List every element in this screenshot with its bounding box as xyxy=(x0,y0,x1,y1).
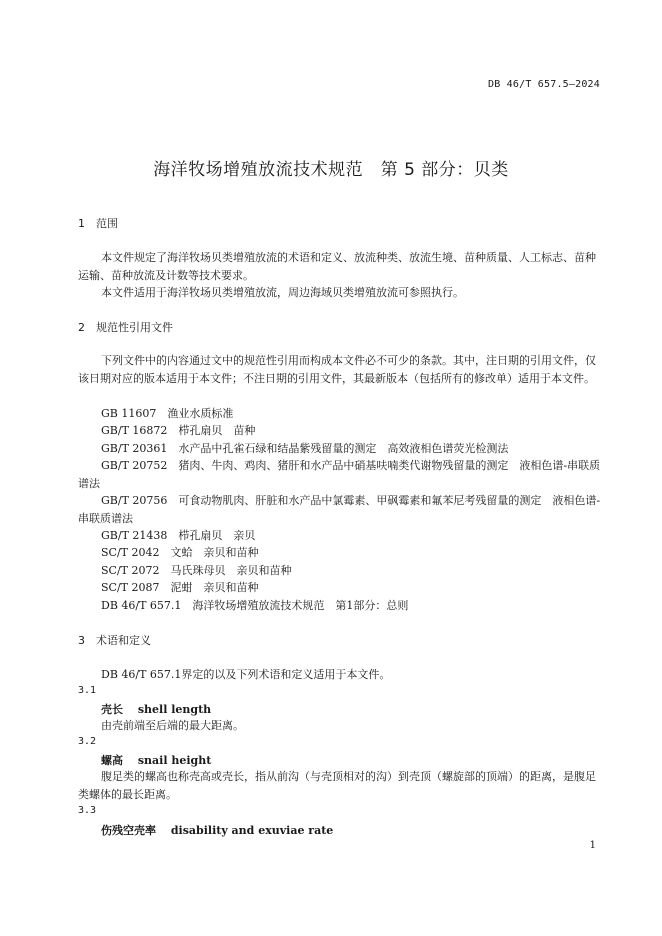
term-definition: 腹足类的螺高也称壳高或壳长，指从前沟（与壳顶相对的沟）到壳顶（螺旋部的顶端）的距离，是腹足类螺体的最长距离。 xyxy=(78,770,596,801)
page-number: 1 xyxy=(589,840,596,851)
term-number: 3.2 xyxy=(78,736,97,747)
term-heading: 螺高 snail height xyxy=(101,754,212,767)
term-heading: 壳长 shell length xyxy=(101,703,212,716)
section-3-heading: 3 术语和定义 xyxy=(78,634,151,647)
normative-reference: GB/T 16872 栉孔扇贝 苗种 xyxy=(101,424,256,437)
normative-reference: GB/T 21438 栉孔扇贝 亲贝 xyxy=(101,529,256,542)
normative-reference: SC/T 2087 泥蚶 亲贝和苗种 xyxy=(101,581,259,594)
section-1-heading: 1 范围 xyxy=(78,217,118,230)
normative-reference: DB 46/T 657.1 海洋牧场增殖放流技术规范 第1部分：总则 xyxy=(101,599,409,612)
term-number: 3.1 xyxy=(78,685,97,696)
section-1-paragraph-2: 本文件适用于海洋牧场贝类增殖放流，周边海域贝类增殖放流可参照执行。 xyxy=(101,286,464,299)
normative-reference: SC/T 2042 文蛤 亲贝和苗种 xyxy=(101,546,259,559)
standard-code: DB 46/T 657.5—2024 xyxy=(488,79,600,90)
term-definition: 由壳前端至后端的最大距离。 xyxy=(101,719,244,732)
normative-reference: GB/T 20752 猪肉、牛肉、鸡肉、猪肝和水产品中硝基呋喃类代谢物残留量的测定 液相色谱-串联质谱法 xyxy=(78,459,601,490)
section-2-heading: 2 规范性引用文件 xyxy=(78,321,173,334)
normative-reference: SC/T 2072 马氏珠母贝 亲贝和苗种 xyxy=(101,564,292,577)
normative-reference: GB 11607 渔业水质标准 xyxy=(101,407,234,420)
section-1-paragraph-1: 本文件规定了海洋牧场贝类增殖放流的术语和定义、放流种类、放流生境、苗种质量、人工标志、苗种运输、苗种放流及计数等技术要求。 xyxy=(78,251,596,282)
section-3-intro: DB 46/T 657.1界定的以及下列术语和定义适用于本文件。 xyxy=(101,668,391,681)
term-number: 3.3 xyxy=(78,805,97,816)
normative-reference: GB/T 20361 水产品中孔雀石绿和结晶紫残留量的测定 高效液相色谱荧光检测法 xyxy=(101,442,509,455)
normative-reference: GB/T 20756 可食动物肌肉、肝脏和水产品中氯霉素、甲砜霉素和氟苯尼考残留量的测定 液相色谱-串联质谱法 xyxy=(78,494,601,525)
section-2-intro: 下列文件中的内容通过文中的规范性引用而构成本文件必不可少的条款。其中，注日期的引用文件，仅该日期对应的版本适用于本文件；不注日期的引用文件，其最新版本（包括所有的修改单）适用于本文件。 xyxy=(78,354,596,385)
document-title: 海洋牧场增殖放流技术规范 第 5 部分：贝类 xyxy=(153,160,509,180)
term-heading: 伤残空壳率 disability and exuviae rate xyxy=(101,824,334,837)
